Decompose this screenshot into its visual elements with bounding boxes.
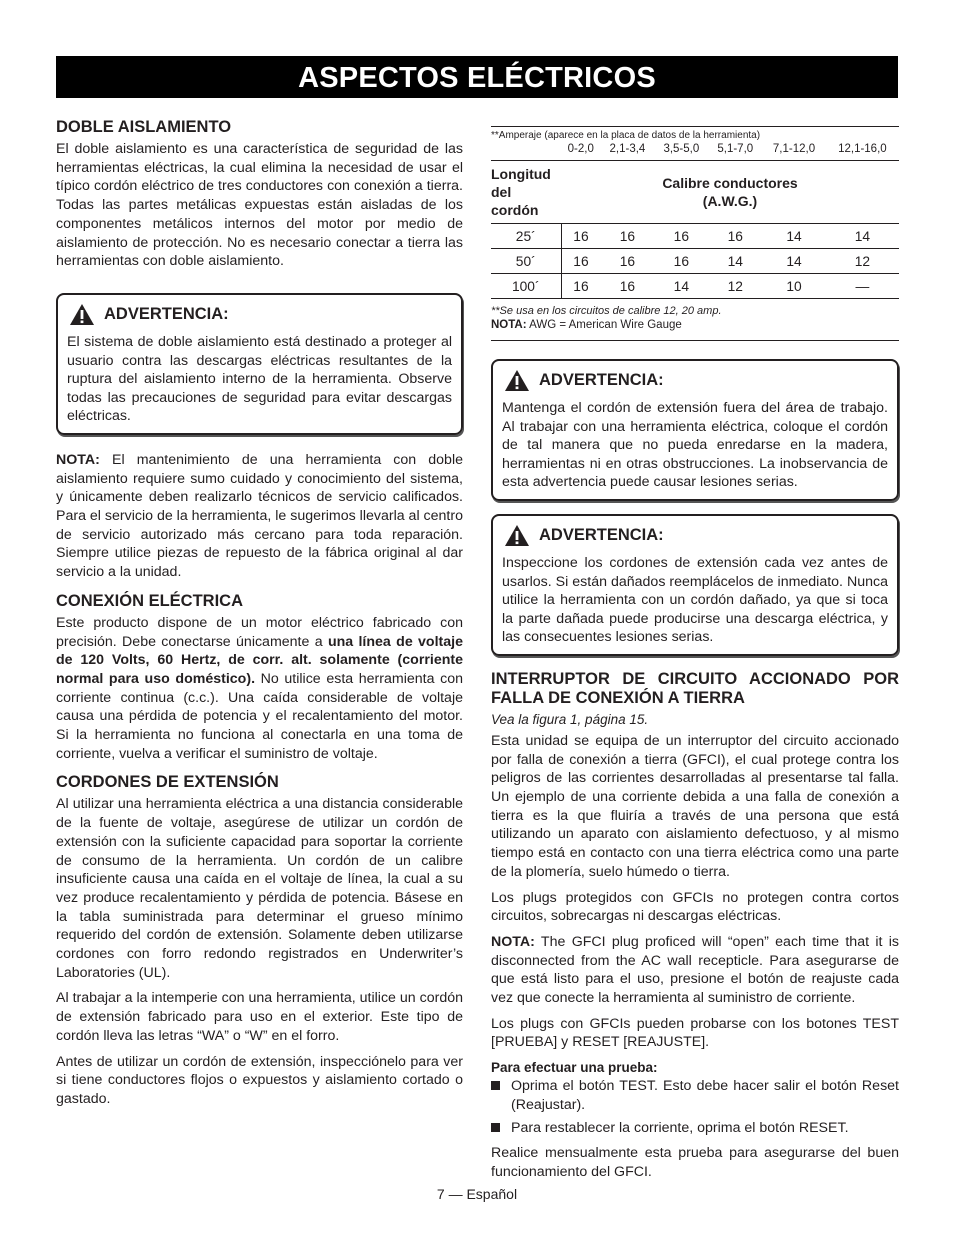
- cordones-p1: Al utilizar una herramienta eléctrica a una distancia considerable de la fuente de voltaje, asegúrese de utilizar un cordón de extensión con la suficiente capacidad para soportar la corriente de consumo de la herramienta. Un cordón de un calibre insuficiente causa una caída en el voltaje de línea, la cual a su vez produce recalentamiento y pérdida de potencia. Básese en la tabla suministrada para determinar el grueso mínimo requerido del cordón de extensión. Solamente deben utilizarse cordones con forro redondo registrados en Underwriter’s Laboratories (UL).: [56, 796, 463, 981]
- extension-cord-table: [491, 126, 899, 341]
- page-footer: 7 — Español: [436, 1186, 518, 1202]
- conexion-text: [56, 614, 463, 764]
- conexion-text-b: No utilice esta herramienta con corriente continua (c.c.). Una caída considerable de voltaje causa una pérdida de potencia y el recalentamiento del motor. Si la herramienta no funciona al conectarla en una toma de corriente, vuelva a verificar el suministro de voltaje.: [56, 670, 463, 762]
- gfci-nota: [491, 933, 899, 1008]
- col-header-gauge: Calibre conductores: [662, 175, 798, 191]
- length-cell: 50´: [491, 249, 561, 274]
- length-cell: 100´: [491, 274, 561, 299]
- warning-text-1: El sistema de doble aislamiento está destinado a proteger al usuario contra las descargas eléctricas resultantes de la ruptura del aislamiento interno de la herramienta. Observe todas las precauciones de seguridad para evitar descargas eléctricas.: [67, 333, 452, 425]
- gauge-cell: 16: [600, 249, 654, 274]
- amp-range: 0-2,0: [567, 143, 594, 155]
- amp-range: 12,1-16,0: [838, 143, 887, 155]
- gauge-cell: —: [826, 274, 899, 299]
- length-cell: 25´: [491, 224, 561, 249]
- table-nota-text: AWG = American Wire Gauge: [526, 319, 682, 331]
- warning-label-2: ADVERTENCIA:: [539, 371, 664, 389]
- gauge-cell: 14: [708, 249, 762, 274]
- table-row: [491, 249, 899, 274]
- gauge-cell: 16: [708, 224, 762, 249]
- nota-mantenimiento: [56, 451, 463, 582]
- conexion-text-bold: una línea de voltaje de 120 Volts, 60 Hertz, de corr. alt. solamente (corriente normal para uso doméstico).: [56, 633, 463, 687]
- bullet-text: Oprima el botón TEST. Esto debe hacer salir el botón Reset (Reajustar).: [511, 1078, 899, 1113]
- gauge-cell: 16: [561, 274, 600, 299]
- left-column: [56, 118, 463, 1109]
- gauge-cell: 16: [600, 274, 654, 299]
- nota-label: NOTA:: [56, 451, 100, 468]
- gauge-cell: 16: [654, 224, 708, 249]
- warning-label-3: ADVERTENCIA:: [539, 525, 664, 544]
- cordones-p2: Al trabajar a la intemperie con una herramienta, utilice un cordón de extensión fabricado para uso en el exterior. Este tipo de cordón lleva las letras “WA” o “W” en el forro.: [56, 990, 463, 1044]
- bullet-item: [491, 1077, 899, 1114]
- warning-triangle-icon: [504, 369, 530, 392]
- gauge-cell: 14: [826, 224, 899, 249]
- title-banner: [56, 56, 898, 98]
- gauge-cell: 10: [762, 274, 826, 299]
- gauge-cell: 12: [708, 274, 762, 299]
- table-row: [491, 274, 899, 299]
- warning-label-1: ADVERTENCIA:: [104, 304, 229, 323]
- gfci-p4: Realice mensualmente esta prueba para asegurarse del buen funcionamiento del GFCI.: [491, 1145, 899, 1180]
- gauge-cell: 12: [826, 249, 899, 274]
- amp-range: 5,1-7,0: [717, 143, 754, 155]
- table-row: [491, 224, 899, 249]
- gfci-nota-text: The GFCI plug proficed will “open” each time that it is disconnected from the AC wall recepticle. Para asegurarse de que está listo para el uso, presione el botón de reajuste cada vez que conecte la herramienta al suministro de corriente.: [491, 933, 899, 1007]
- warning-text-3: Inspeccione los cordones de extensión cada vez antes de usarlos. Si están dañados reemplácelos de inmediato. Nunca utilice la herramienta con un cordón dañado, ya que si toca la parte dañada puede producirse una descarga eléctrica, y las consecuentes lesiones serias.: [502, 554, 888, 646]
- col-header-length: Longitud: [491, 166, 551, 182]
- gauge-cell: 14: [762, 224, 826, 249]
- gauge-cell: 16: [561, 249, 600, 274]
- bullet-item: [491, 1119, 899, 1138]
- amp-range: 7,1-12,0: [772, 143, 816, 155]
- gfci-p1: Esta unidad se equipa de un interruptor del circuito accionado por falla de conexión a tierra (GFCI), el cual protege contra los peligros de las corrientes desarrolladas al presentarse tal falla. Un ejemplo de una corriente debida a una falla de conexión a tierra es la que fluiría a través de una persona que está utilizando un aparato con aislamiento defectuoso, y al mismo tiempo está en contacto con una tierra eléctrica como una parte de la plomería, suelo húmedo o tierra.: [491, 732, 899, 880]
- gauge-cell: 16: [654, 249, 708, 274]
- right-column: [491, 126, 899, 1182]
- heading-cordones-extension: CORDONES DE EXTENSIÓN: [56, 773, 279, 792]
- heading-conexion-electrica: CONEXIÓN ELÉCTRICA: [56, 591, 244, 610]
- heading-gfci: INTERRUPTOR DE CIRCUITO ACCIONADO POR FALLA DE CONEXIÓN A TIERRA: [491, 669, 899, 707]
- warning-triangle-icon: [504, 524, 530, 547]
- bullet-square-icon: [491, 1081, 500, 1090]
- gauge-cell: 14: [762, 249, 826, 274]
- gauge-cell: 16: [600, 224, 654, 249]
- table-nota: [491, 318, 899, 332]
- nota-text: El mantenimiento de una herramienta con doble aislamiento requiere sumo cuidado y conocimiento del sistema, y únicamente deben realizarlo técnicos de servicio calificados. Para el servicio de la herramienta, le sugerimos llevarla al centro de servicio autorizado más cercano para toda reparación. Siempre utilice piezas de repuesto de la fábrica original al dar servicio a la unidad.: [56, 451, 463, 581]
- amp-range-row: [491, 142, 899, 161]
- gfci-p3: Los plugs con GFCIs pueden probarse con los botones TEST [PRUEBA] y RESET [REAJUSTE].: [491, 1015, 899, 1051]
- conexion-text-a: Este producto dispone de un motor eléctrico fabricado con precisión. Debe conectarse únicamente a: [56, 614, 463, 650]
- test-heading: Para efectuar una prueba:: [491, 1060, 658, 1076]
- bullet-text: Para restablecer la corriente, oprima el botón RESET.: [511, 1119, 849, 1136]
- warning-box-2: [491, 359, 899, 501]
- warning-text-2: Mantenga el cordón de extensión fuera del área de trabajo. Al trabajar con una herramienta eléctrica, coloque el cordón de tal manera que no pueda enredarse en la madera, herramientas ni en otras obstrucciones. La inobservancia de esta advertencia puede causar lesiones serias.: [502, 400, 888, 491]
- doble-aislamiento-text: El doble aislamiento es una característica de seguridad de las herramientas eléctricas, la cual elimina la necesidad de usar el típico cordón eléctrico de tres conductores con conexión a tierra. Todas las partes metálicas expuestas están aisladas de los componentes metálicos internos del motor por medio de aislamiento de protección. No es necesario conectar a tierra las herramientas con doble aislamiento.: [56, 141, 463, 270]
- gauge-cell: 16: [561, 224, 600, 249]
- col-header-gauge: (A.W.G.): [702, 193, 758, 209]
- heading-doble-aislamiento: DOBLE AISLAMIENTO: [56, 118, 232, 136]
- amp-range: 2,1-3,4: [609, 143, 646, 155]
- amp-range: 3,5-5,0: [663, 143, 700, 155]
- gfci-p2: Los plugs protegidos con GFCIs no protegen contra cortos circuitos, sobrecargas ni descargas eléctricas.: [491, 889, 899, 925]
- warning-triangle-icon: [69, 303, 95, 326]
- gauge-cell: 14: [654, 274, 708, 299]
- col-header-length: del cordón: [491, 184, 539, 218]
- table-nota-label: NOTA:: [491, 319, 527, 331]
- warning-box-1: [56, 293, 463, 435]
- page-title: ASPECTOS ELÉCTRICOS: [298, 62, 656, 94]
- gfci-nota-label: NOTA:: [491, 933, 535, 950]
- bullet-square-icon: [491, 1123, 500, 1132]
- table-header-row: [491, 161, 899, 224]
- warning-box-3: [491, 514, 899, 656]
- table-footnote: **Se usa en los circuitos de calibre 12, 20 amp.: [491, 305, 722, 317]
- cordones-p3: Antes de utilizar un cordón de extensión, inspecciónelo para ver si tiene conductores flojos o expuestos y aislamiento cortado o gastado.: [56, 1053, 463, 1107]
- amp-note: **Amperaje (aparece en la placa de datos de la herramienta): [491, 130, 761, 141]
- figure-reference: Vea la figura 1, página 15.: [491, 711, 649, 727]
